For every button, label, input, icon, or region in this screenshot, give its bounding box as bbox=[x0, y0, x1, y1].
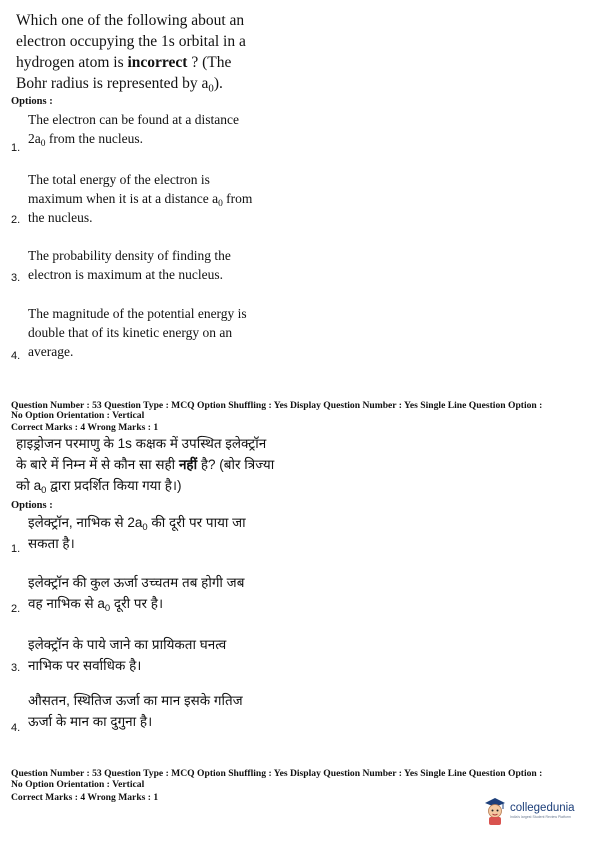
option-2-text-english: The total energy of the electron is maximum when it is at a distance $a_0$ from the nucleus. bbox=[28, 172, 253, 225]
question-text-hindi: हाइड्रोजन परमाणु के 1s कक्षक में उपस्थित इलेक्ट्रॉन के बारे में निम्न में से कौन सा सही नहीं है? (बोर त्रिज्या को $a_0$ द्वारा प्रदर्शित किया गया है।) bbox=[16, 436, 275, 496]
question-marks-repeat: Correct Marks : 4 Wrong Marks : 1 bbox=[11, 792, 159, 803]
option-1-number-english: 1. bbox=[11, 142, 21, 154]
option-3-number-hindi: 3. bbox=[11, 662, 21, 674]
student-mascot-icon bbox=[482, 796, 508, 826]
option-1-text-hindi: इलेक्ट्रॉन, नाभिक से $2a_0$ की दूरी पर पाया जा सकता है। bbox=[28, 515, 246, 551]
question-marks: Correct Marks : 4 Wrong Marks : 1 bbox=[11, 422, 159, 433]
collegedunia-logo[interactable] bbox=[482, 796, 590, 826]
question-meta-line1-repeat: Question Number : 53 Question Type : MCQ Option Shuffling : Yes Display Question Number : Yes Single Line Question Option : bbox=[11, 768, 543, 779]
question-text-english: Which one of the following about an electron occupying the 1s orbital in a hydrogen atom is incorrect ? (The Bohr radius is represented by $a_0$). bbox=[16, 12, 246, 95]
option-1-text-english: The electron can be found at a distance $2a_0$ from the nucleus. bbox=[28, 112, 240, 149]
question-meta-line1: Question Number : 53 Question Type : MCQ Option Shuffling : Yes Display Question Number : Yes Single Line Question Option : bbox=[11, 400, 543, 411]
option-4-text-hindi: औसतन, स्थितिज ऊर्जा का मान इसके गतिज ऊर्जा के मान का दुगुना है। bbox=[28, 693, 243, 729]
option-2-number-english: 2. bbox=[11, 214, 21, 226]
options-label-english: Options : bbox=[11, 96, 53, 107]
option-3-text-english: The probability density of finding the electron is maximum at the nucleus. bbox=[28, 248, 231, 282]
question-meta-line2-repeat: No Option Orientation : Vertical bbox=[11, 779, 145, 790]
logo-tagline: India's largest Student Review Platform bbox=[510, 815, 571, 819]
option-4-text-english: The magnitude of the potential energy is double that of its kinetic energy on an average. bbox=[28, 306, 247, 359]
option-2-number-hindi: 2. bbox=[11, 603, 21, 615]
options-label-hindi: Options : bbox=[11, 500, 53, 511]
option-3-number-english: 3. bbox=[11, 272, 21, 284]
question-meta-line2: No Option Orientation : Vertical bbox=[11, 410, 145, 421]
option-4-number-hindi: 4. bbox=[11, 722, 21, 734]
option-3-text-hindi: इलेक्ट्रॉन के पाये जाने का प्रायिकता घनत्व नाभिक पर सर्वाधिक है। bbox=[28, 637, 227, 673]
option-4-number-english: 4. bbox=[11, 350, 21, 362]
logo-name: collegedunia bbox=[510, 802, 575, 814]
option-2-text-hindi: इलेक्ट्रॉन की कुल ऊर्जा उच्चतम तब होगी जब वह नाभिक से $a_0$ दूरी पर है। bbox=[28, 575, 245, 614]
option-1-number-hindi: 1. bbox=[11, 543, 21, 555]
